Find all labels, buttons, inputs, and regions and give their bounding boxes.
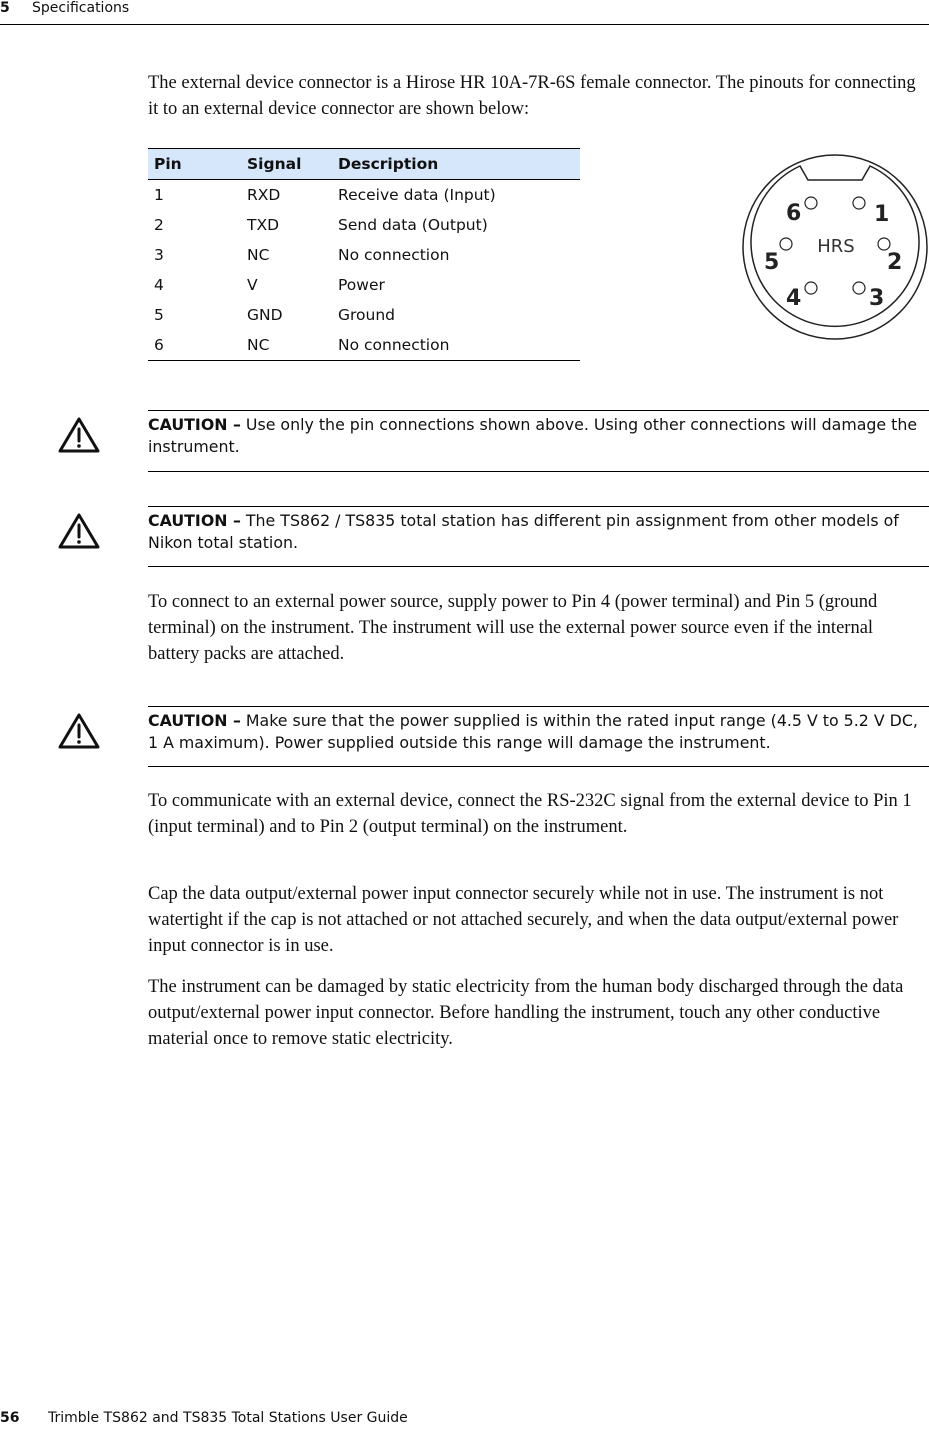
signal-cell: GND [247,306,283,324]
description-cell: Send data (Output) [338,216,488,234]
pin-6-hole [805,197,817,209]
column-header-pin: Pin [148,149,241,180]
page-header [0,0,929,25]
communicate-paragraph: To communicate with an external device, connect the RS-232C signal from the external device to Pin 1 (input terminal) and to Pin 2 (output terminal) on the instrument. [148,791,912,837]
caution-message: The TS862 / TS835 total station has different pin assignment from other models of Nikon total station. [148,511,899,552]
table-row [148,330,580,361]
connector-label: HRS [817,236,855,257]
signal-cell: V [247,276,258,294]
table-row [148,180,580,211]
signal-cell: RXD [247,186,281,204]
signal-cell: TXD [247,216,280,234]
signal-cell: NC [247,246,270,264]
caution-label: CAUTION – [148,511,241,530]
caution-triangle-icon [57,512,101,550]
chapter-title: Specifications [32,0,130,16]
power-paragraph: To connect to an external power source, supply power to Pin 4 (power terminal) and Pin 5 (ground terminal) on the instrument. The instrument will use the external power source even if the internal battery packs are attached. [148,592,878,664]
pin-1-hole [853,197,865,209]
pinout-table [148,148,580,361]
pin-number-4: 4 [786,286,802,311]
caution-label: CAUTION – [148,415,241,434]
caution-triangle-icon [57,712,101,750]
table-row [148,270,580,300]
cap-paragraph: Cap the data output/external power input connector securely while not in use. The instrument is not watertight if the cap is not attached or not attached securely, and when the data output/external power input connector is in use. [148,884,899,956]
divider [148,766,929,767]
pin-cell: 3 [154,246,164,264]
table-header-row [148,149,580,180]
signal-cell: NC [241,330,332,361]
pin-number-5: 5 [764,250,780,275]
caution-message: Make sure that the power supplied is within the rated input range (4.5 V to 5.2 V DC, 1 A maximum). Power supplied outside this range will damage the instrument. [148,711,918,752]
description-cell: No connection [332,330,580,361]
pin-cell: 6 [148,330,241,361]
caution-text [148,710,923,754]
pin-number-1: 1 [874,202,890,227]
divider [148,410,929,411]
divider [148,706,929,707]
column-header-signal: Signal [241,149,332,180]
description-cell: No connection [338,246,450,264]
caution-text [148,510,923,554]
connector-diagram [740,152,929,342]
divider [148,471,929,472]
caution-text [148,414,923,458]
table-row [148,240,580,270]
divider [148,566,929,567]
pin-number-3: 3 [869,286,885,311]
intro-paragraph: The external device connector is a Hirose HR 10A-7R-6S female connector. The pinouts for connecting it to an external device connector are shown below: [148,73,916,119]
page-number: 56 [0,1410,20,1426]
static-paragraph: The instrument can be damaged by static electricity from the human body discharged through the data output/external power input connector. Before handling the instrument, touch any other conductive material once to remove static electricity. [148,977,904,1049]
pin-5-hole [780,238,792,250]
pin-cell: 5 [154,306,164,324]
description-cell: Power [338,276,385,294]
pin-cell: 2 [154,216,164,234]
pin-cell: 4 [154,276,164,294]
chapter-number: 5 [0,0,10,16]
caution-label: CAUTION – [148,711,241,730]
description-cell: Ground [338,306,396,324]
pin-2-hole [878,238,890,250]
pin-number-6: 6 [786,201,802,226]
caution-message: Use only the pin connections shown above. Using other connections will damage the instrument. [148,415,918,456]
divider [148,506,929,507]
guide-title: Trimble TS862 and TS835 Total Stations User Guide [48,1410,408,1426]
table-row [148,300,580,330]
description-cell: Receive data (Input) [338,186,496,204]
pin-cell: 1 [154,186,164,204]
table-row [148,210,580,240]
pin-3-hole [853,282,865,294]
pin-4-hole [805,282,817,294]
pin-number-2: 2 [887,250,903,275]
caution-triangle-icon [57,416,101,454]
column-header-description: Description [332,149,580,180]
